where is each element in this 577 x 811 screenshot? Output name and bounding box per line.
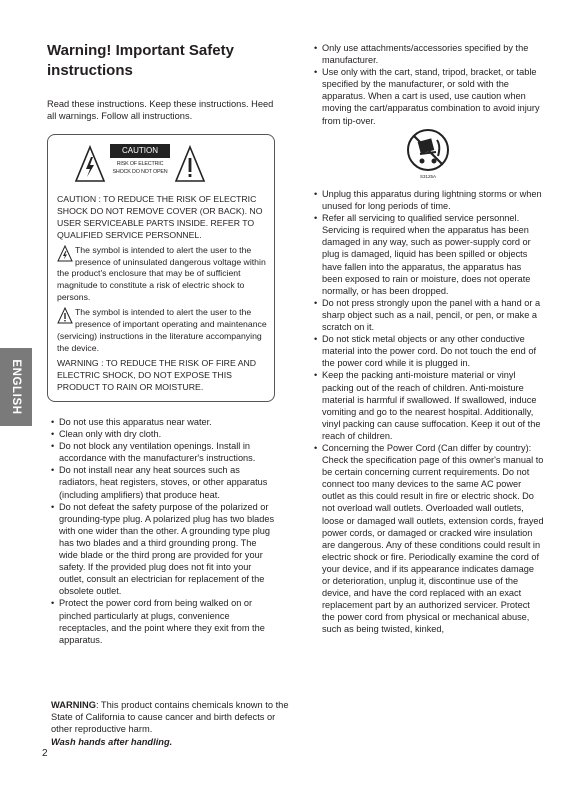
lightning-bolt-icon [74,144,106,184]
caution-box [47,134,275,402]
language-tab [0,348,32,426]
caution-text-1: CAUTION : TO REDUCE THE RISK OF ELECTRIC SHOCK DO NOT REMOVE COVER (OR BACK). NO USER SERVICEABLE PARTS INSIDE. REFER TO QUALIFIED SERVICE PERSONNEL. [57,194,263,240]
warning-text: : This product contains chemicals known to the State of California to cause cancer and birth defects or other reproductive harm. [51,700,289,735]
cart-tip-over-icon [406,128,450,180]
intro-text: Read these instructions. Keep these instructions. Heed all warnings. Follow all instructions. [47,99,274,122]
list-item: • Do not block any ventilation openings. Install in accordance with the manufacturer's instructions. [51,440,275,464]
list-item: • Refer all servicing to qualified service personnel. Servicing is required when the apparatus has been damaged in any way, such as power-supply cord or plug is damaged, liquid has been spilled or objects have fallen into the apparatus, the apparatus has been exposed to rain or moisture, does not operate normally, or has been dropped. [314,212,544,297]
left-bullet-list [51,416,275,646]
list-item: • Do not press strongly upon the panel with a hand or a sharp object such as a nail, pencil, or pen, or make a scratch on it. [314,297,544,333]
cart-icon-label: S3125A [419,174,437,179]
list-item: • Do not defeat the safety purpose of the polarized or grounding-type plug. A polarized plug has two blades with one wider than the other. A grounding type plug has two blades and a third grounding prong. The wide blade or the third prong are provided for your safety. If the provided plug does not fit into your outlet, consult an electrician for replacement of the obsolete outlet. [51,501,275,598]
caution-text-3: The symbol is intended to alert the user to the presence of important operating and maintenance (servicing) instructions in the literature accompanying the device. [57,307,267,353]
caution-header [74,144,206,185]
caution-label: CAUTION [110,144,170,158]
shock-symbol-icon [57,245,73,263]
language-tab-label: ENGLISH [10,359,22,415]
list-item: • Do not install near any heat sources such as radiators, heat registers, stoves, or other apparatus (including amplifiers) that produce heat. [51,464,275,500]
list-item: • Do not stick metal objects or any other conductive material into the power cord. Do not touch the end of the power cord while it is plugged in. [314,333,544,369]
warning-lead: WARNING [51,700,96,710]
page-heading: Warning! Important Safety instructions [47,42,234,79]
california-warning [51,699,291,748]
caution-body [57,194,269,397]
list-item: • Protect the power cord from being walked on or pinched particularly at plugs, convenience receptacles, and the point where they exit from the apparatus. [51,597,275,645]
wash-hands-text: Wash hands after handling. [51,736,173,747]
exclamation-symbol-icon [57,307,73,325]
caution-text-4: WARNING : TO REDUCE THE RISK OF FIRE AND ELECTRIC SHOCK, DO NOT EXPOSE THIS PRODUCT TO RAIN OR MOISTURE. [57,357,257,392]
right-bullet-list [314,188,544,635]
caution-sub: RISK OF ELECTRIC SHOCK DO NOT OPEN [112,161,168,175]
list-item: • Unplug this apparatus during lightning storms or when unused for long periods of time. [314,188,544,212]
caution-text-2: The symbol is intended to alert the user to the presence of uninsulated dangerous voltage within the product's enclosure that may be of sufficient magnitude to constitute a risk of electric shock to persons. [57,244,266,303]
page-number: 2 [42,748,48,759]
exclamation-icon [174,144,206,184]
list-item: • Keep the packing anti-moisture material or vinyl packing out of the reach of children. Anti-moisture material is harmful if swallowed. If swallowed, induce vomiting and go to the nearest hospital. Additionally, vinyl packing can cause suffocation. Keep it out of the reach of children. [314,369,544,442]
list-item: • Only use attachments/accessories specified by the manufacturer. [314,42,544,66]
list-item: • Concerning the Power Cord (Can differ by country): Check the specification page of this owner's manual to be certain concerning current requirements. Do not connect too many devices to the same AC power outlet as this could result in fire or electric shock. Do not overload wall outlets. Overloaded wall outlets, loose or damaged wall outlets, extension cords, frayed power cords, or damaged or cracked wire insulation are dangerous. Any of these conditions could result in electric shock or fire. Periodically examine the cord of your device, and if its appearance indicates damage or deterioration, unplug it, discontinue use of the device, and have the cord replaced with an exact replacement part by an authorized servicer. Protect the power cord from physical or mechanical abuse, such as being twisted, kinked, [314,442,544,636]
list-item: • Do not use this apparatus near water. [51,416,275,428]
list-item: • Use only with the cart, stand, tripod, bracket, or table specified by the manufacturer, or sold with the apparatus. When a cart is used, use caution when moving the cart/apparatus combination to avoid injury from tip-over. [314,66,544,126]
list-item: • Clean only with dry cloth. [51,428,275,440]
right-bullet-list-top [314,42,544,127]
